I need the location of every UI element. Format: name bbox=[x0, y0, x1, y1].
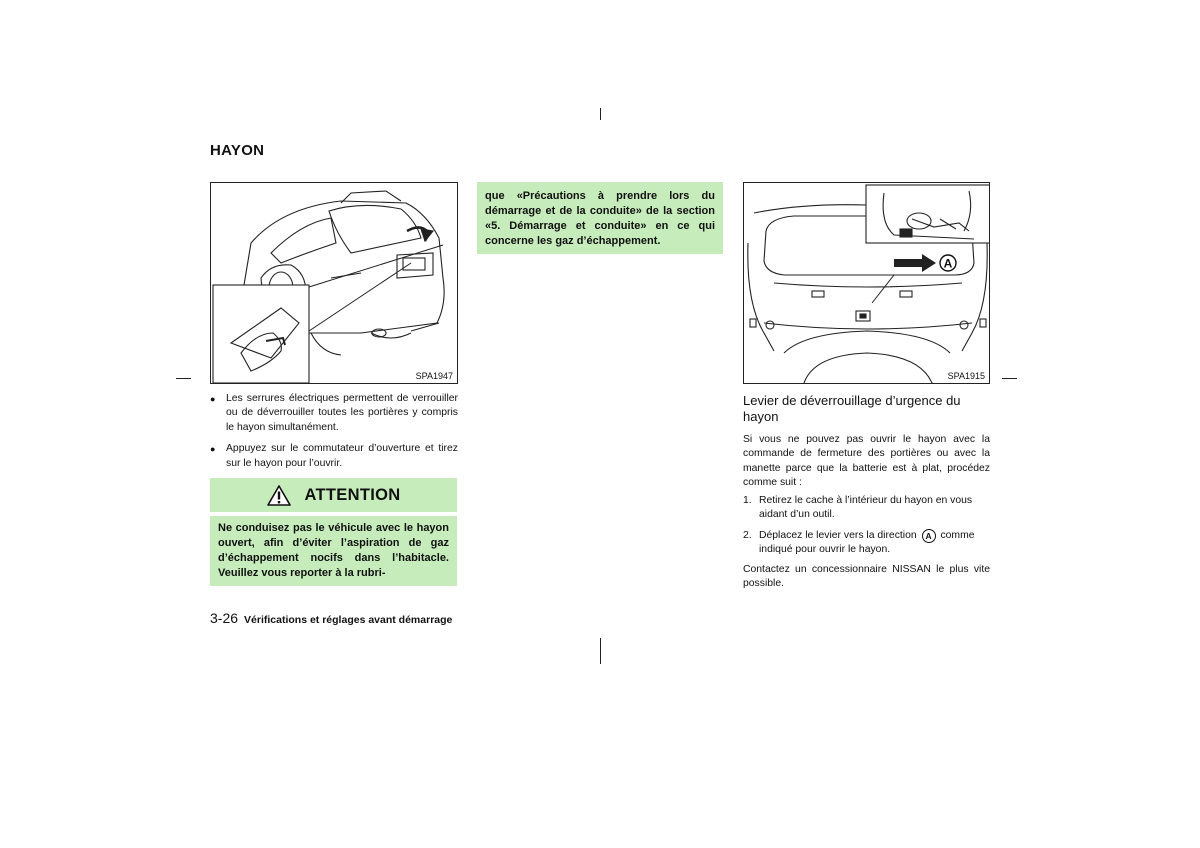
emergency-outro: Contactez un concessionnaire NISSAN le plus vite possible. bbox=[743, 564, 990, 590]
car-rear-illustration bbox=[211, 183, 458, 384]
crop-mark-right bbox=[1002, 378, 1017, 379]
arrow-right-icon bbox=[894, 254, 936, 272]
page-number: 3-26 bbox=[210, 610, 239, 626]
figure-hatch-interior bbox=[743, 182, 990, 384]
attention-header bbox=[210, 478, 457, 512]
list-item: 2. Déplacez le levier vers la direction A comme indiqué pour ouvrir le hayon. bbox=[743, 529, 975, 556]
section-title: HAYON bbox=[210, 142, 265, 159]
page-footer bbox=[210, 610, 452, 626]
hatch-interior-illustration bbox=[744, 183, 990, 384]
figure-code-left: SPA1947 bbox=[415, 371, 453, 381]
chapter-title: Vérifications et réglages avant démarrage bbox=[244, 614, 453, 626]
warning-icon bbox=[267, 485, 291, 506]
crop-mark-bottom bbox=[600, 638, 601, 664]
figure-hatch-open bbox=[210, 182, 458, 384]
attention-label: ATTENTION bbox=[304, 485, 401, 504]
emergency-intro: Si vous ne pouvez pas ouvrir le hayon avec la commande de fermeture des portières ou avec la manette parce que la batterie est à plat, procédez comme suit : bbox=[743, 434, 990, 489]
list-item: 1. Retirez le cache à l’intérieur du hayon en vous aidant d’un outil. bbox=[743, 495, 973, 521]
list-item: ● Les serrures électriques permettent de verrouiller ou de déverrouiller toutes les portières y compris le hayon simultanément. bbox=[210, 392, 458, 435]
callout-a-letter: A bbox=[943, 256, 953, 271]
callout-a-icon: A bbox=[922, 529, 936, 543]
figure-code-right: SPA1915 bbox=[947, 371, 985, 381]
emergency-release-title: Levier de déverrouillage d’urgence du hayon bbox=[743, 393, 961, 424]
bullet-icon: ● bbox=[210, 394, 216, 404]
crop-mark-top bbox=[600, 108, 601, 120]
crop-mark-left bbox=[176, 378, 191, 379]
lever-inset bbox=[866, 185, 990, 243]
list-item: ● Appuyez sur le commutateur d’ouverture et tirez sur le hayon pour l’ouvrir. bbox=[210, 442, 458, 471]
procedure-steps bbox=[743, 494, 990, 564]
attention-text-continued: que «Précautions à prendre lors du démarrage et de la conduite» de la section «5. Démarrage et conduite» en ce qui concerne les gaz d’échappement. bbox=[477, 182, 723, 254]
attention-text: Ne conduisez pas le véhicule avec le hayon ouvert, afin d’éviter l’aspiration de gaz d’échappement nocifs dans l’habitacle. Veuillez vous reporter à la rubri- bbox=[210, 516, 457, 586]
bullet-icon: ● bbox=[210, 444, 216, 455]
feature-bullet-list bbox=[210, 392, 458, 478]
